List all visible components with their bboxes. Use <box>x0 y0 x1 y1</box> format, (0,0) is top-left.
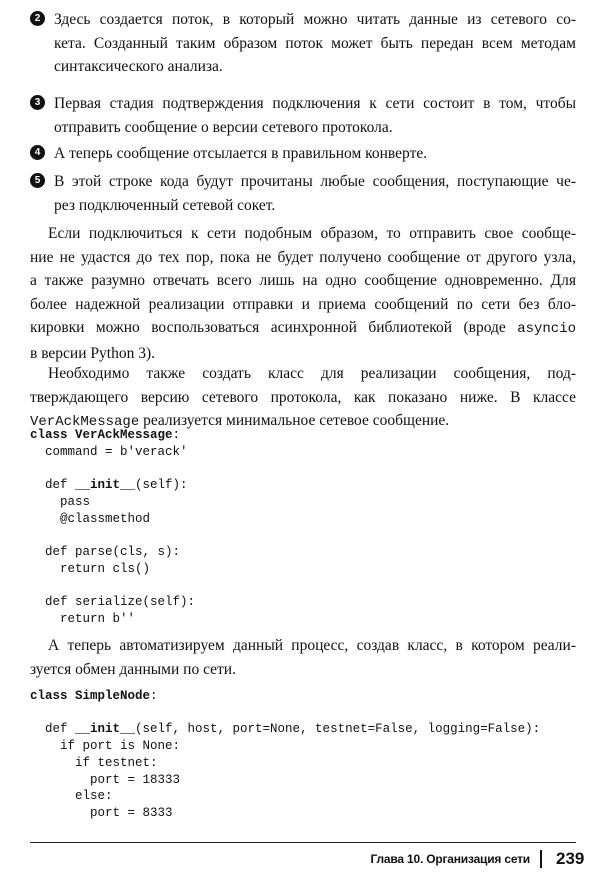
code-line: if testnet: <box>30 755 158 770</box>
text-line: более надежной реализации отправки и приема сообщений по сети без бло- <box>30 295 576 313</box>
page-number: 239 <box>556 849 585 868</box>
text-line: Здесь создается поток, в который можно читать данные из сетевого со- <box>54 11 576 28</box>
text-line: А теперь автоматизируем данный процесс, создав класс, в котором реали- <box>48 637 576 654</box>
code-line: command = b'verack' <box>30 444 188 459</box>
callout-text <box>54 142 576 166</box>
code-line: def __init__(self, host, port=None, testnet=False, logging=False): <box>30 722 541 737</box>
code-line: def serialize(self): <box>30 595 196 610</box>
code-line: def parse(cls, s): <box>30 544 181 559</box>
text-line: ние не удастся до тех пор, пока не будет получено сообщение от другого узла, <box>30 248 576 266</box>
text-line: а также разумно отвечать всего лишь на одно сообщение одновременно. Для <box>30 272 576 289</box>
text-line: Первая стадия подтверждения подключения к сети состоит в том, чтобы <box>54 95 576 112</box>
chapter-title: Глава 10. Организация сети <box>370 852 530 866</box>
inline-code: VerAckMessage <box>30 414 140 430</box>
code-line: pass <box>30 494 91 509</box>
text-line: VerAckMessage реализуется минимальное сетевое сообщение. <box>30 412 450 430</box>
text-line: А теперь сообщение отсылается в правильном конверте. <box>54 145 428 162</box>
body-paragraph-3 <box>30 634 576 681</box>
text-line: синтаксического анализа. <box>54 58 223 75</box>
callout-text <box>54 8 576 79</box>
code-line: return cls() <box>30 561 151 576</box>
code-line: class VerAckMessage: <box>30 428 181 442</box>
text-line: кировки можно воспользоваться асинхронной библиотекой (вроде asyncio <box>30 319 576 337</box>
text-line: рез подключенный сетевой сокет. <box>54 196 276 214</box>
code-line: port = 18333 <box>30 772 181 787</box>
text-line: зуется обмен данными по сети. <box>30 660 236 678</box>
code-line: if port is None: <box>30 739 181 754</box>
text-line: тверждающего версию сетевого протокола, как показано ниже. В классе <box>30 388 576 406</box>
text-line: в версии Python 3). <box>30 344 155 362</box>
callout-marker: 4 <box>30 145 45 160</box>
code-line: port = 8333 <box>30 805 173 820</box>
code-line: def __init__(self): <box>30 478 188 493</box>
text-line: отправить сообщение о версии сетевого протокола. <box>54 118 393 136</box>
code-line: else: <box>30 789 113 804</box>
code-block-verack <box>30 427 570 627</box>
footer-rule <box>30 842 576 843</box>
callout-text <box>54 170 576 217</box>
text-line: Необходимо также создать класс для реализации сообщения, под- <box>48 365 576 382</box>
callout-text <box>54 92 576 139</box>
callout-marker: 2 <box>30 11 45 26</box>
text-line: В этой строке кода будут прочитаны любые сообщения, поступающие че- <box>54 173 576 190</box>
code-block-simplenode <box>30 688 570 822</box>
footer-divider <box>540 850 542 868</box>
callout-marker: 3 <box>30 95 45 110</box>
code-line: return b'' <box>30 611 136 626</box>
code-line: class SimpleNode: <box>30 689 158 703</box>
body-paragraph-1 <box>30 222 576 365</box>
text-line: кета. Созданный таким образом поток может быть передан всем методам <box>54 34 576 52</box>
callout-marker: 5 <box>30 173 45 188</box>
text-line: Если подключиться к сети подобным образом, то отправить свое сообще- <box>48 225 576 242</box>
inline-code: asyncio <box>517 321 576 337</box>
body-paragraph-2 <box>30 362 576 435</box>
code-line: @classmethod <box>30 511 151 526</box>
